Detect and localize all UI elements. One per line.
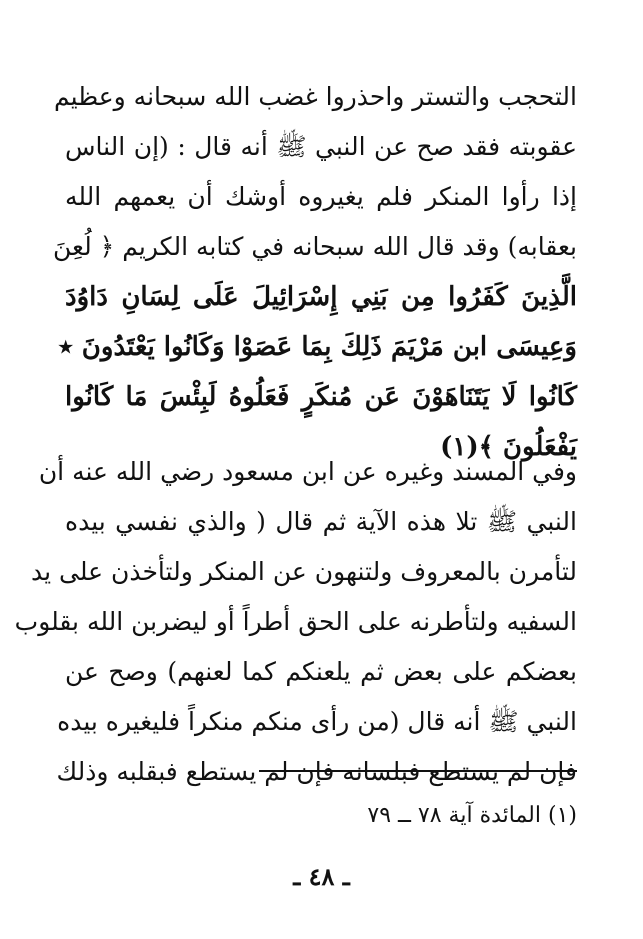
text-line: فإن لم يستطع فبلسانه فإن لم يستطع فبقلبه وذلك — [56, 757, 577, 786]
text-line: السفيه ولتأطرنه على الحق أطراً أو ليضربن الله بقلوب — [14, 607, 577, 636]
text-line: إذا رأوا المنكر فلم يغيروه أوشك أن يعمهم الله — [65, 182, 577, 211]
footnote: (١) المائدة آية ٧٨ ــ ٧٩ — [367, 803, 577, 828]
text-line: بعقابه) وقد قال الله سبحانه في كتابه الكريم ﴿ لُعِنَ — [53, 232, 577, 261]
quran-verse-line: وَعِيسَى ابن مَرْيَمَ ذَلِكَ بِمَا عَصَوْا وَكَانُوا يَعْتَدُونَ ٭ — [58, 332, 577, 362]
text-line: التحجب والتستر واحذروا غضب الله سبحانه وعظيم — [54, 82, 577, 111]
quran-verse-line: يَفْعَلُونَ ﴾(١) — [440, 432, 577, 462]
footnote-divider — [259, 770, 577, 772]
paragraph-2 — [14, 447, 578, 797]
text-line: بعضكم على بعض ثم يلعنكم كما لعنهم) وصح عن — [65, 657, 577, 686]
text-line: وفي المسند وغيره عن ابن مسعود رضي الله عنه أن — [38, 457, 577, 486]
quran-verse-line: الَّذِينَ كَفَرُوا مِن بَنِي إِسْرَائِيلَ عَلَى لِسَانِ دَاوُدَ — [65, 282, 577, 312]
quran-verse-line: كَانُوا لَا يَتَنَاهَوْنَ عَن مُنكَرٍ فَعَلُوهُ لَبِئْسَ مَا كَانُوا — [65, 382, 577, 412]
text-line: النبي ﷺ أنه قال (من رأى منكم منكراً فليغيره بيده — [57, 707, 577, 736]
text-line: عقوبته فقد صح عن النبي ﷺ أنه قال : (إن الناس — [65, 132, 577, 161]
text-line: النبي ﷺ تلا هذه الآية ثم قال ( والذي نفسي بيده — [65, 507, 578, 536]
page-number: ـ ٤٨ ـ — [293, 862, 350, 891]
text-line: لتأمرن بالمعروف ولتنهون عن المنكر ولتأخذن على يد — [30, 557, 577, 586]
